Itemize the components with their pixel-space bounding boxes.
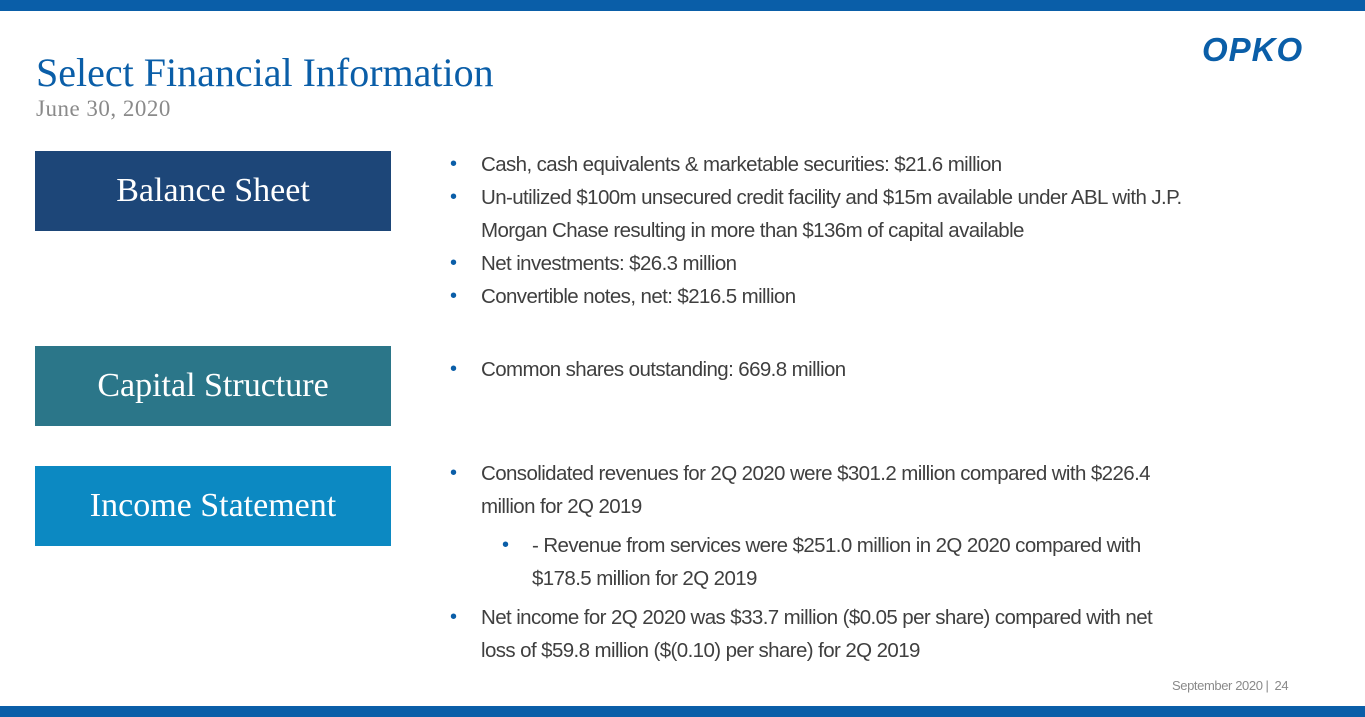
- balance-sheet-bullets: [450, 148, 1182, 313]
- bullet-text: Consolidated revenues for 2Q 2020 were $301.2 million compared with $226.4: [481, 462, 1150, 485]
- page-title: Select Financial Information: [36, 50, 494, 95]
- capital-structure-bullets: [450, 353, 846, 386]
- bottom-accent-bar: [0, 706, 1365, 717]
- list-item: [450, 457, 1152, 523]
- income-statement-box: Income Statement: [35, 466, 391, 546]
- bullet-icon: •: [450, 186, 457, 208]
- slide-footer: [1172, 678, 1288, 693]
- bullet-icon: •: [450, 606, 457, 628]
- bullet-text: - Revenue from services were $251.0 million in 2Q 2020 compared with: [532, 534, 1141, 557]
- list-item: [450, 247, 1182, 280]
- bullet-icon: •: [450, 462, 457, 484]
- list-item: [450, 529, 1152, 595]
- list-item: [450, 280, 1182, 313]
- capital-structure-box: Capital Structure: [35, 346, 391, 426]
- bullet-icon: •: [450, 252, 457, 274]
- bullet-text: Net investments: $26.3 million: [481, 252, 737, 275]
- bullet-text: Net income for 2Q 2020 was $33.7 million ($0.05 per share) compared with net: [481, 606, 1153, 629]
- bullet-text-continued: $178.5 million for 2Q 2019: [532, 567, 757, 590]
- bullet-icon: •: [450, 285, 457, 307]
- list-item: [450, 181, 1182, 247]
- bullet-text: Common shares outstanding: 669.8 million: [481, 358, 846, 381]
- list-item: [450, 148, 1182, 181]
- page-subtitle: June 30, 2020: [36, 96, 171, 121]
- bullet-text-continued: Morgan Chase resulting in more than $136m of capital available: [481, 219, 1024, 242]
- top-accent-bar: [0, 0, 1365, 11]
- income-statement-bullets: [450, 457, 1152, 667]
- bullet-icon: •: [502, 534, 509, 556]
- opko-logo: OPKO: [1202, 31, 1304, 68]
- bullet-icon: •: [450, 153, 457, 175]
- list-item: [450, 353, 846, 386]
- bullet-icon: •: [450, 358, 457, 380]
- footer-separator: |: [1265, 678, 1269, 693]
- page-number: 24: [1274, 678, 1289, 693]
- bullet-text: Cash, cash equivalents & marketable securities: $21.6 million: [481, 153, 1002, 176]
- bullet-text-continued: loss of $59.8 million ($(0.10) per share) for 2Q 2019: [481, 639, 920, 662]
- balance-sheet-box: Balance Sheet: [35, 151, 391, 231]
- list-item: [450, 601, 1152, 667]
- bullet-text: Convertible notes, net: $216.5 million: [481, 285, 796, 308]
- bullet-text: Un-utilized $100m unsecured credit facility and $15m available under ABL with J.P.: [481, 186, 1182, 209]
- footer-date: September 2020: [1172, 678, 1263, 693]
- bullet-text-continued: million for 2Q 2019: [481, 495, 642, 518]
